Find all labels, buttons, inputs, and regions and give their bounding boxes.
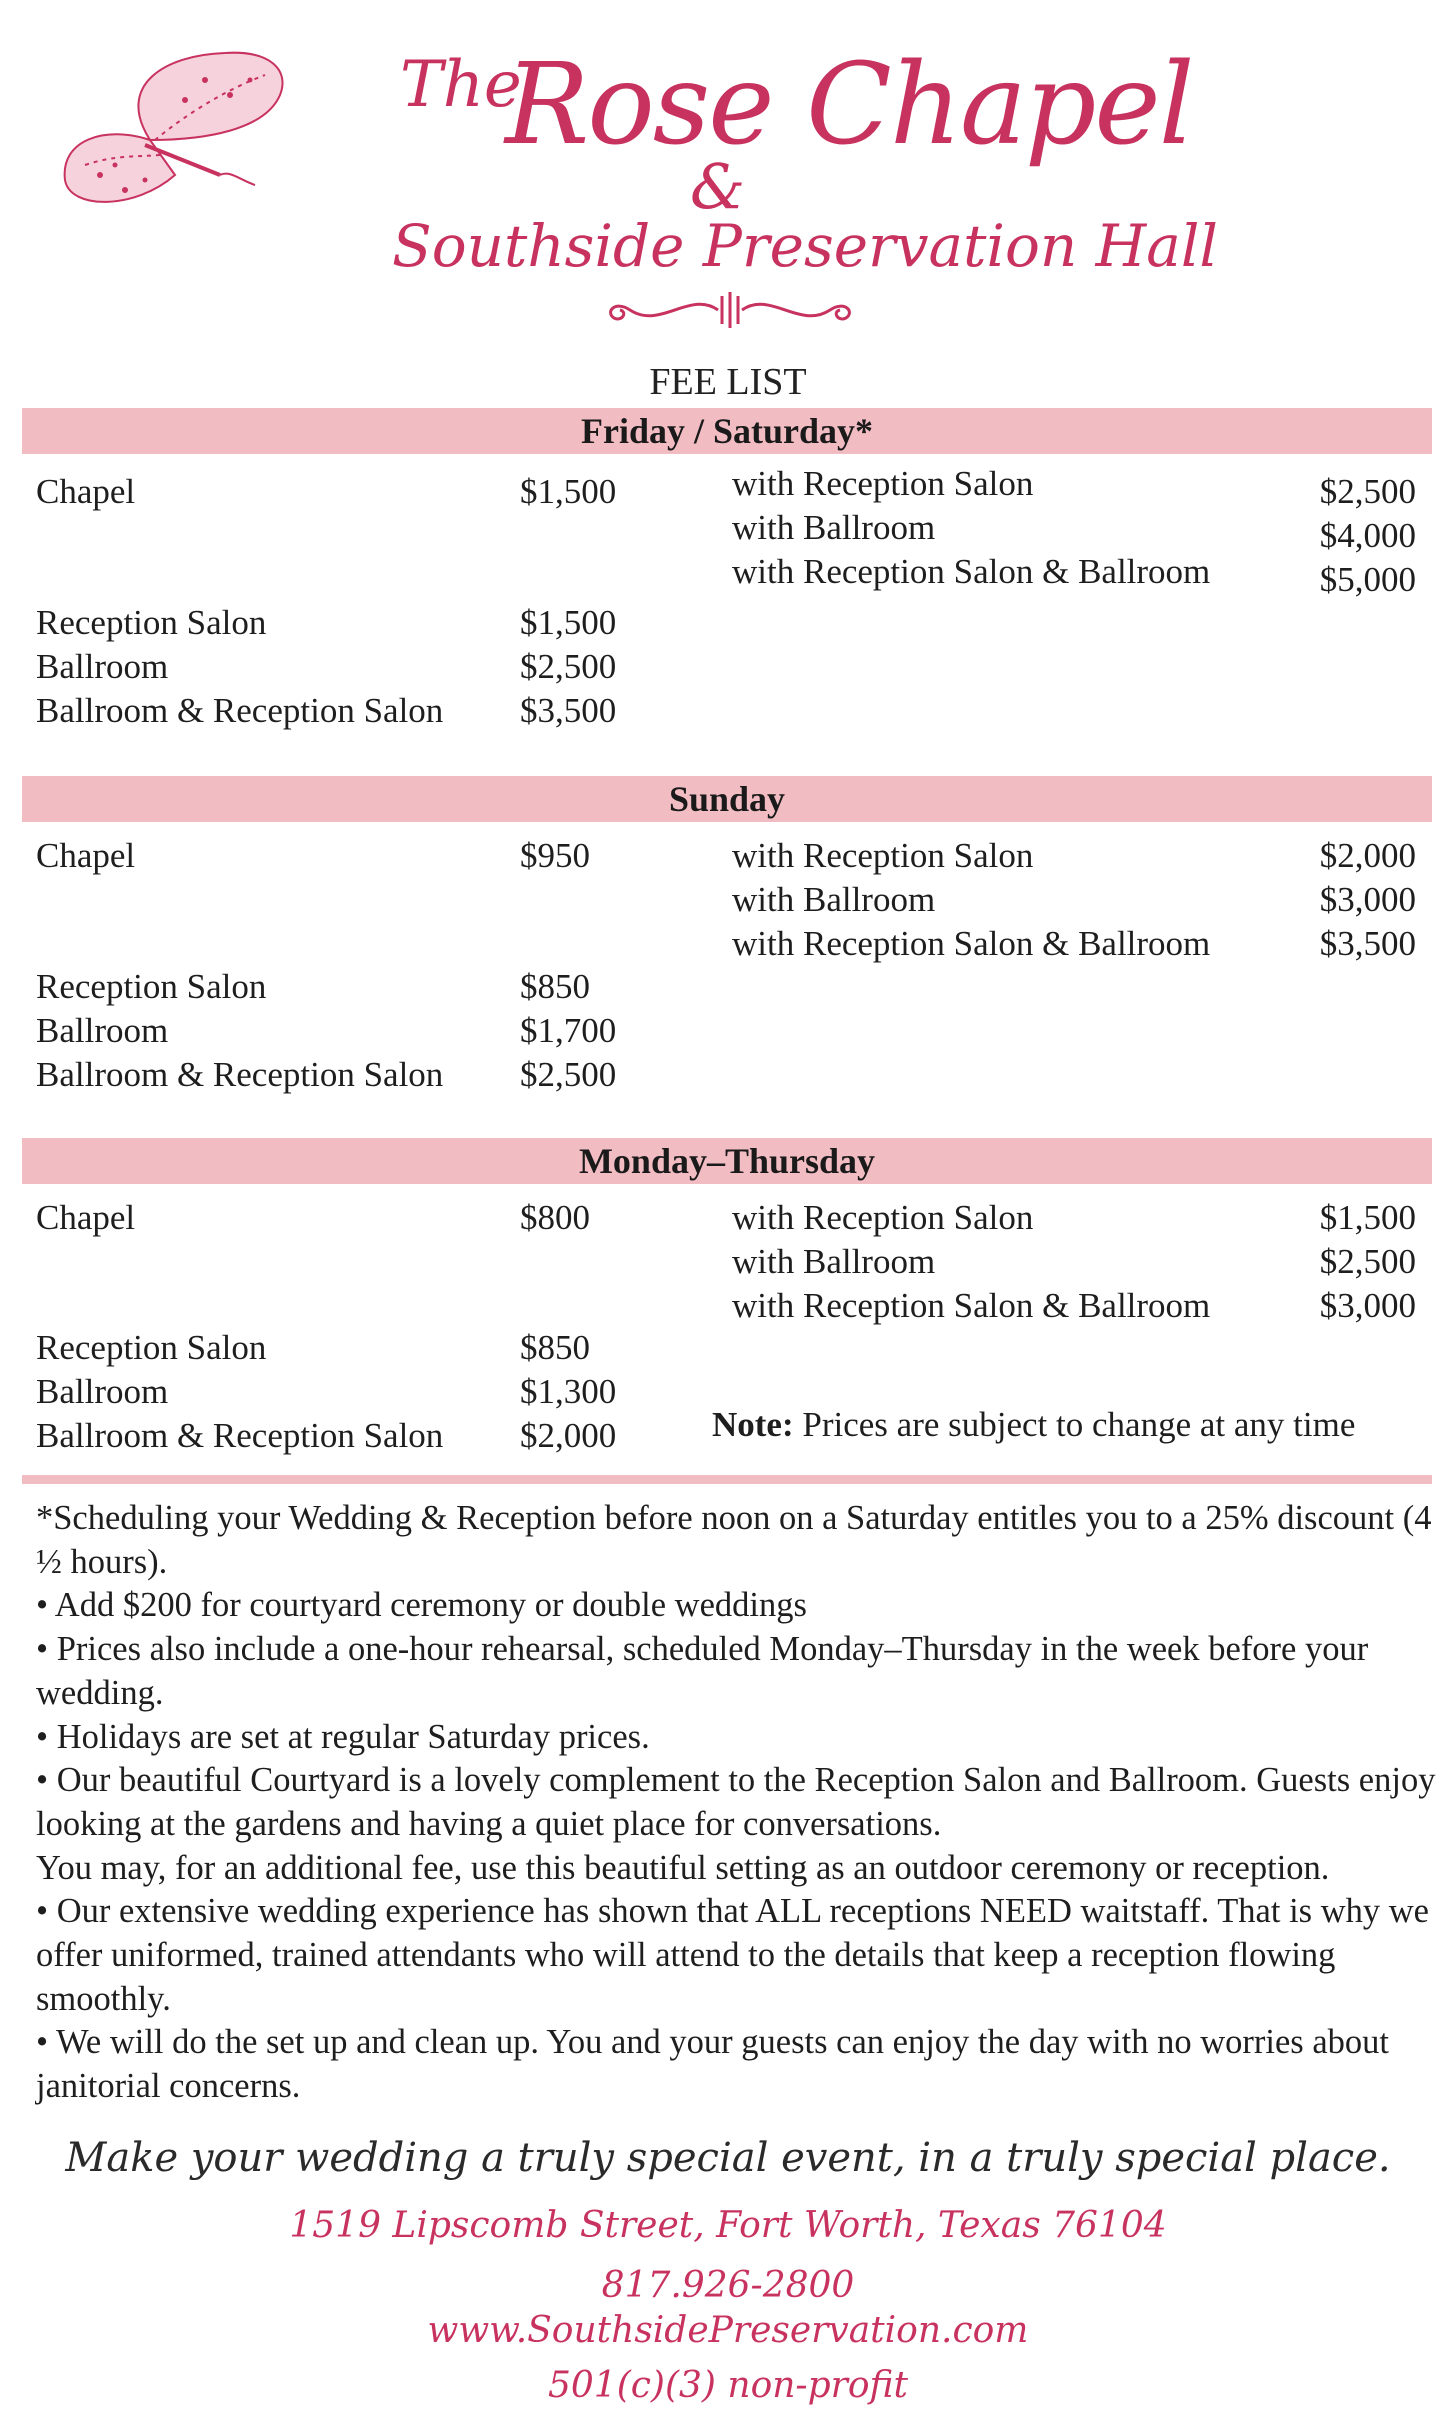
combo-label: with Reception Salon xyxy=(732,464,1034,503)
chapel-label: Chapel xyxy=(36,1198,136,1237)
room-label: Ballroom & Reception Salon xyxy=(36,691,444,730)
combo-label: with Reception Salon xyxy=(732,836,1034,875)
chapel-price: $950 xyxy=(520,836,590,875)
room-price: $2,500 xyxy=(520,1055,617,1094)
room-label: Ballroom xyxy=(36,647,169,686)
note-item: • Prices also include a one-hour rehearsal, scheduled Monday–Thursday in the week before your wedding. xyxy=(36,1630,1369,1712)
divider xyxy=(22,1475,1432,1484)
combo-label: with Ballroom xyxy=(732,880,936,919)
note-item: • Add $200 for courtyard ceremony or double weddings xyxy=(36,1586,807,1625)
room-label: Reception Salon xyxy=(36,967,267,1006)
room-label: Ballroom xyxy=(36,1372,169,1411)
title-southside: Southside Preservation Hall xyxy=(392,212,1218,280)
combo-label: with Reception Salon & Ballroom xyxy=(732,924,1211,963)
notes-block xyxy=(36,1497,1446,2109)
chapel-label: Chapel xyxy=(36,836,136,875)
address: 1519 Lipscomb Street, Fort Worth, Texas 76104 xyxy=(289,2205,1167,2246)
note-item: You may, for an additional fee, use this beautiful setting as an outdoor ceremony or reception. xyxy=(36,1848,1330,1887)
section-heading-friday-saturday: Friday / Saturday* xyxy=(22,408,1432,454)
title-the: The xyxy=(400,48,522,122)
room-label: Ballroom & Reception Salon xyxy=(36,1055,444,1094)
nonprofit-status: 501(c)(3) non-profit xyxy=(547,2365,909,2406)
combo-price: $1,500 xyxy=(1319,1198,1416,1237)
chapel-price: $800 xyxy=(520,1198,590,1237)
room-price: $2,500 xyxy=(520,647,617,686)
room-price: $850 xyxy=(520,1328,590,1367)
flourish-ornament xyxy=(600,282,860,338)
note-item: • Our beautiful Courtyard is a lovely complement to the Reception Salon and Ballroom. Guests enjoy looking at the gardens and having a quiet place for conversations. xyxy=(36,1761,1436,1843)
combo-price: $3,500 xyxy=(1319,924,1416,963)
title-rose-chapel: Rose Chapel xyxy=(505,40,1193,170)
combo-price: $2,500 xyxy=(1319,472,1416,511)
note-item: • Our extensive wedding experience has shown that ALL receptions NEED waitstaff. That is why we offer uniformed, trained attendants who will attend to the details that keep a reception flowing smoothly. xyxy=(36,1892,1429,2018)
note-item: • Holidays are set at regular Saturday prices. xyxy=(36,1717,650,1756)
combo-price: $3,000 xyxy=(1319,880,1416,919)
section-heading-sunday: Sunday xyxy=(22,776,1432,822)
phone-number[interactable]: 817.926-2800 xyxy=(601,2265,855,2306)
chapel-label: Chapel xyxy=(36,472,136,511)
room-price: $1,500 xyxy=(520,603,617,642)
combo-price: $4,000 xyxy=(1319,516,1416,555)
room-price: $1,700 xyxy=(520,1011,617,1050)
note-item: *Scheduling your Wedding & Reception before noon on a Saturday entitles you to a 25% discount (4 ½ hours). xyxy=(36,1499,1432,1581)
combo-price: $3,000 xyxy=(1319,1286,1416,1325)
website-link[interactable]: www.SouthsidePreservation.com xyxy=(427,2310,1029,2351)
room-label: Ballroom & Reception Salon xyxy=(36,1416,444,1455)
combo-price: $2,000 xyxy=(1319,836,1416,875)
section-heading-monday-thursday: Monday–Thursday xyxy=(22,1138,1432,1184)
room-price: $1,300 xyxy=(520,1372,617,1411)
room-label: Reception Salon xyxy=(36,603,267,642)
combo-label: with Reception Salon xyxy=(732,1198,1034,1237)
note-text: Prices are subject to change at any time xyxy=(793,1405,1356,1444)
chapel-price: $1,500 xyxy=(520,472,617,511)
room-price: $3,500 xyxy=(520,691,617,730)
combo-label: with Reception Salon & Ballroom xyxy=(732,552,1211,591)
room-price: $2,000 xyxy=(520,1416,617,1455)
price-note xyxy=(712,1403,1355,1447)
combo-label: with Ballroom xyxy=(732,1242,936,1281)
combo-price: $2,500 xyxy=(1319,1242,1416,1281)
room-label: Ballroom xyxy=(36,1011,169,1050)
note-label: Note: xyxy=(712,1405,794,1444)
combo-label: with Ballroom xyxy=(732,508,936,547)
combo-label: with Reception Salon & Ballroom xyxy=(732,1286,1211,1325)
combo-price: $5,000 xyxy=(1319,560,1416,599)
room-label: Reception Salon xyxy=(36,1328,267,1367)
butterfly-icon xyxy=(55,45,295,215)
note-item: • We will do the set up and clean up. You and your guests can enjoy the day with no worries about janitorial concerns. xyxy=(36,2023,1389,2106)
title-ampersand: & xyxy=(690,150,746,223)
fee-list-title: FEE LIST xyxy=(649,361,807,403)
tagline: Make your wedding a truly special event, in a truly special place. xyxy=(65,2135,1391,2181)
room-price: $850 xyxy=(520,967,590,1006)
